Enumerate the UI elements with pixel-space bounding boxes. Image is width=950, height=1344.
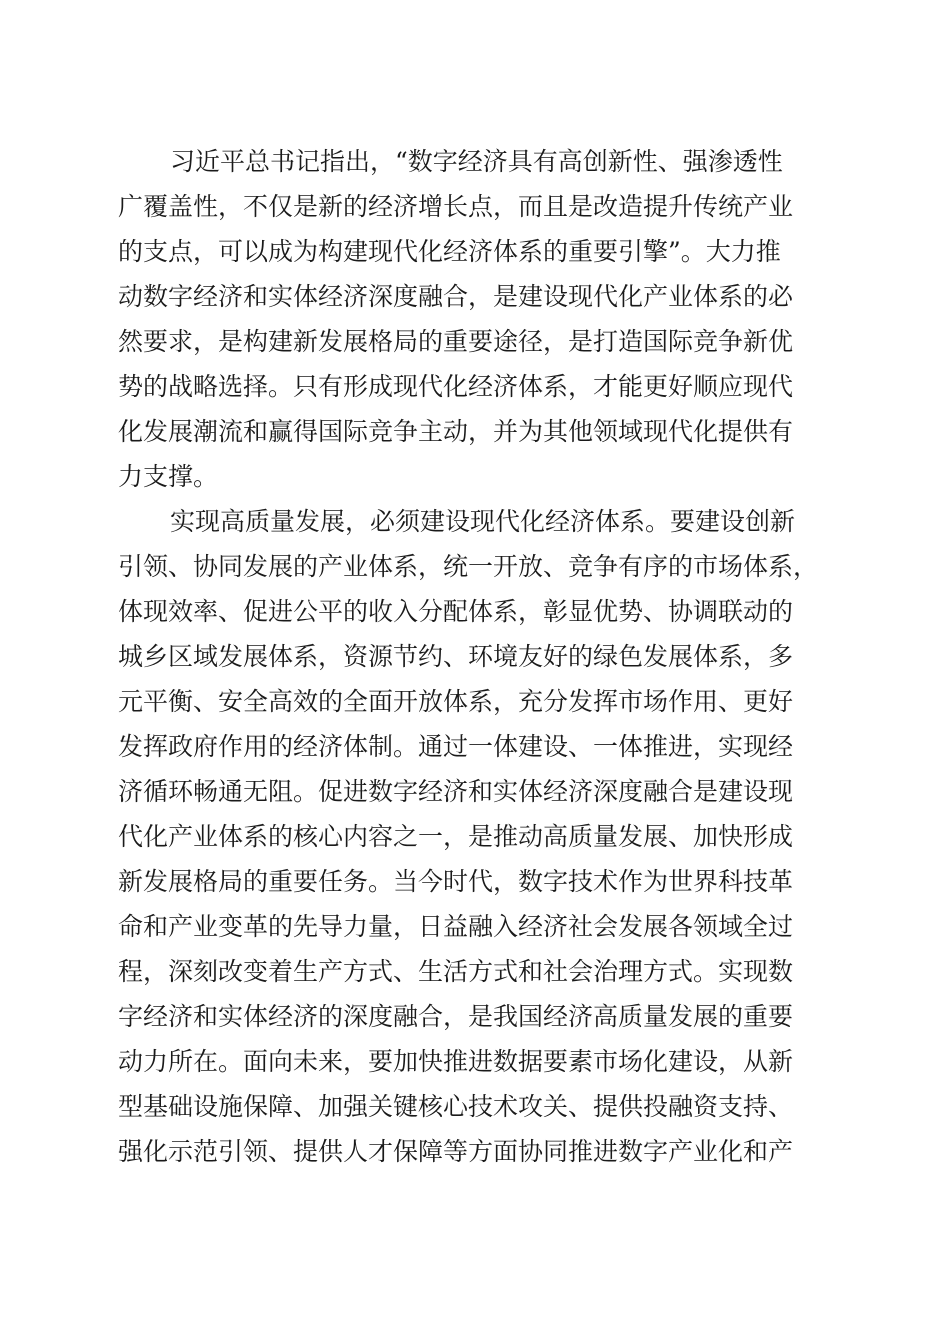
paragraph-2-line-8: 代化产业体系的核心内容之一，是推动高质量发展、加快形成 xyxy=(118,822,794,851)
paragraph-2-line-11: 程，深刻改变着生产方式、生活方式和社会治理方式。实现数 xyxy=(118,957,794,986)
paragraph-2-line-14: 型基础设施保障、加强关键核心技术攻关、提供投融资支持、 xyxy=(118,1092,794,1121)
paragraph-2-line-6: 发挥政府作用的经济体制。通过一体建设、一体推进，实现经 xyxy=(118,732,794,761)
paragraph-2-line-13: 动力所在。面向未来，要加快推进数据要素市场化建设，从新 xyxy=(118,1047,794,1076)
paragraph-1-line-3: 的支点，可以成为构建现代化经济体系的重要引擎”。大力推 xyxy=(118,237,781,266)
paragraph-2-line-7: 济循环畅通无阻。促进数字经济和实体经济深度融合是建设现 xyxy=(118,777,794,806)
paragraph-2-line-2: 引领、协同发展的产业体系，统一开放、竞争有序的市场体系， xyxy=(118,552,819,581)
paragraph-2-line-1: 实现高质量发展，必须建设现代化经济体系。要建设创新 xyxy=(170,507,796,536)
paragraph-2-line-12: 字经济和实体经济的深度融合，是我国经济高质量发展的重要 xyxy=(118,1002,794,1031)
paragraph-1-line-4: 动数字经济和实体经济深度融合，是建设现代化产业体系的必 xyxy=(118,282,794,311)
paragraph-1-line-5: 然要求，是构建新发展格局的重要途径，是打造国际竞争新优 xyxy=(118,327,794,356)
paragraph-1-line-1: 习近平总书记指出，“数字经济具有高创新性、强渗透性 xyxy=(170,147,783,176)
paragraph-2-line-9: 新发展格局的重要任务。当今时代，数字技术作为世界科技革 xyxy=(118,867,794,896)
paragraph-2-line-4: 城乡区域发展体系，资源节约、环境友好的绿色发展体系，多 xyxy=(118,642,794,671)
paragraph-1-line-7: 化发展潮流和赢得国际竞争主动，并为其他领域现代化提供有 xyxy=(118,417,794,446)
paragraph-1-line-6: 势的战略选择。只有形成现代化经济体系，才能更好顺应现代 xyxy=(118,372,794,401)
paragraph-2-line-3: 体现效率、促进公平的收入分配体系，彰显优势、协调联动的 xyxy=(118,597,794,626)
paragraph-2-line-5: 元平衡、安全高效的全面开放体系，充分发挥市场作用、更好 xyxy=(118,687,794,716)
paragraph-1-line-8: 力支撑。 xyxy=(118,462,219,491)
paragraph-1-line-2: 广覆盖性，不仅是新的经济增长点，而且是改造提升传统产业 xyxy=(118,192,794,221)
paragraph-2-line-15: 强化示范引领、提供人才保障等方面协同推进数字产业化和产 xyxy=(118,1137,794,1166)
paragraph-2-line-10: 命和产业变革的先导力量，日益融入经济社会发展各领域全过 xyxy=(118,912,794,941)
